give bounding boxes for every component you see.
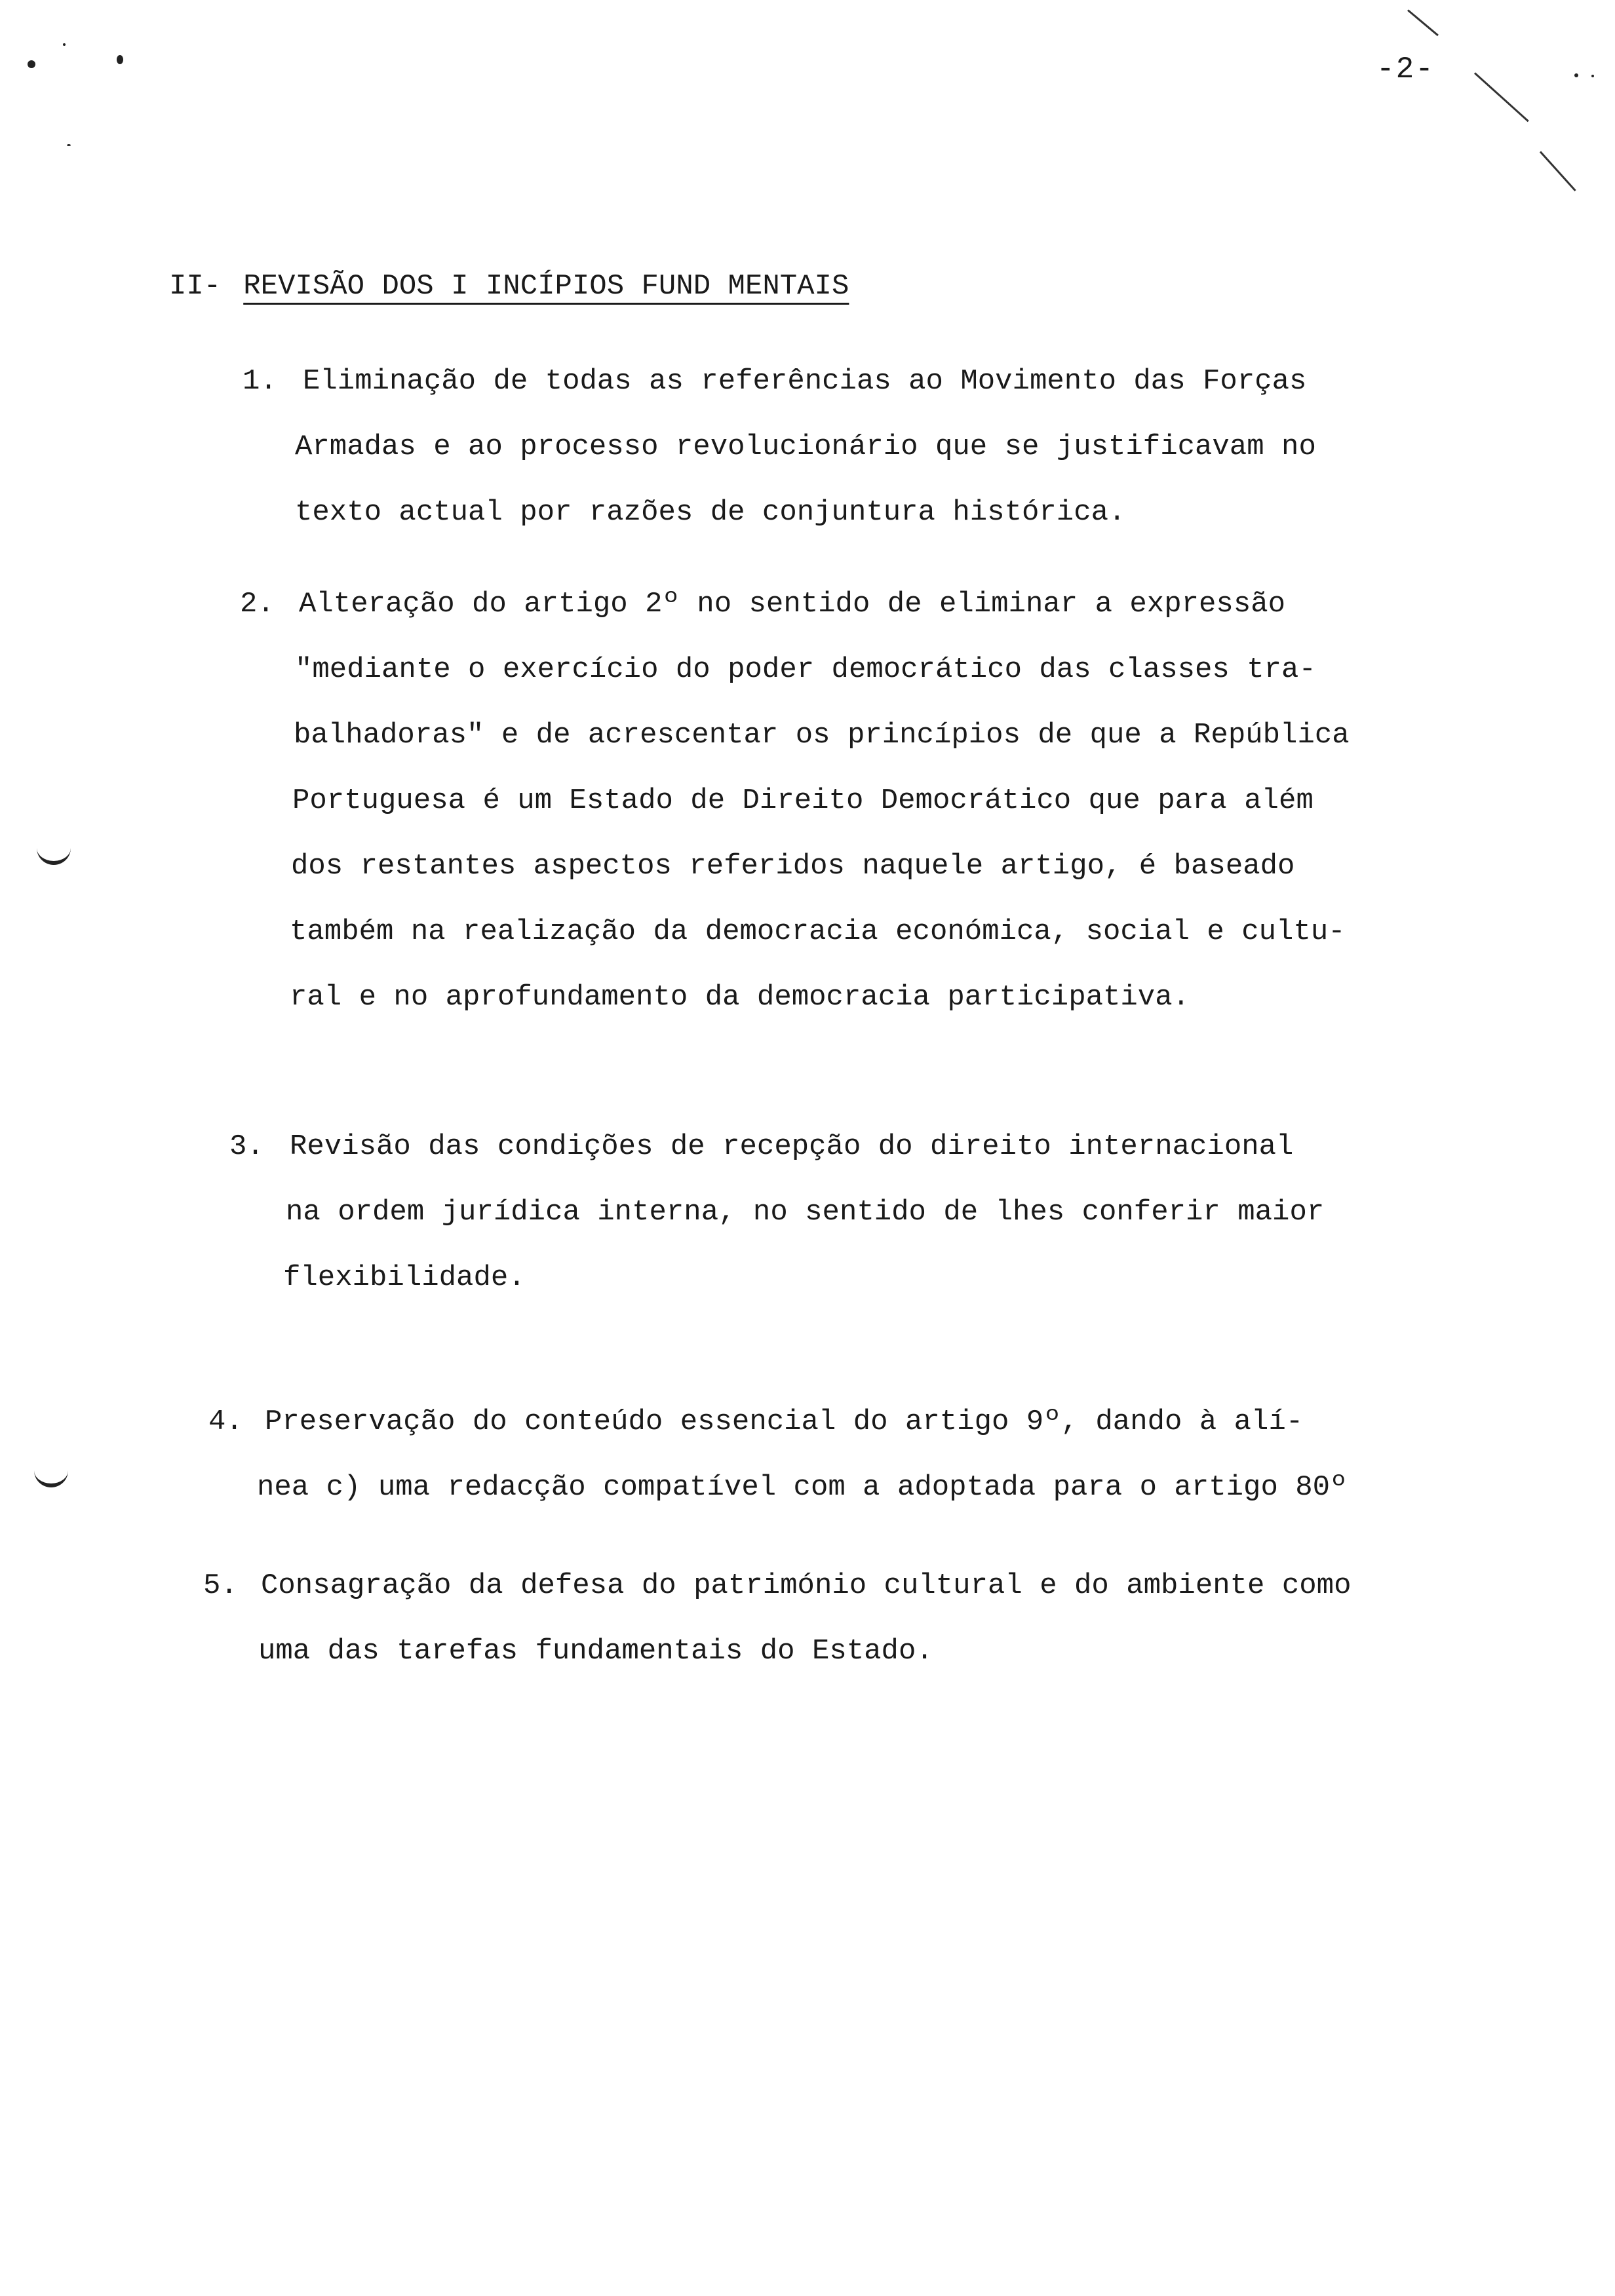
text-line: Alteração do artigo 2º no sentido de eliminar a expressão [299, 588, 1286, 621]
list-item [243, 349, 1508, 545]
scan-stroke [1474, 72, 1529, 122]
binder-hole-mark [37, 847, 71, 865]
list-item-text [229, 1114, 1494, 1311]
section-roman-numeral: II- [169, 270, 222, 303]
text-line: texto actual por razões de conjuntura histórica. [295, 496, 1126, 529]
scan-speck [63, 43, 66, 46]
list-item [240, 571, 1505, 1030]
text-line: nea c) uma redacção compatível com a adoptada para o artigo 80º [257, 1471, 1348, 1504]
scan-speck [1574, 73, 1578, 77]
binder-hole-mark [34, 1469, 68, 1487]
list-item-text [203, 1553, 1468, 1684]
list-item-number: 2. [240, 588, 275, 621]
text-line: balhadoras" e de acrescentar os princípios de que a República [294, 719, 1350, 752]
text-line: Preservação do conteúdo essencial do artigo 9º, dando à alí- [265, 1406, 1304, 1438]
list-item-number: 3. [229, 1130, 264, 1163]
text-line: Portuguesa é um Estado de Direito Democrático que para além [292, 784, 1313, 817]
text-line: Revisão das condições de recepção do direito internacional [290, 1130, 1294, 1163]
scan-stroke [1540, 151, 1576, 191]
text-line: Eliminação de todas as referências ao Movimento das Forças [303, 365, 1307, 398]
list-item-text [208, 1389, 1473, 1520]
text-line: dos restantes aspectos referidos naquele artigo, é baseado [291, 850, 1295, 883]
list-item-number: 4. [208, 1406, 243, 1438]
section-title: REVISÃO DOS I INCÍPIOS FUND MENTAIS [243, 270, 849, 303]
text-line: "mediante o exercício do poder democrático das classes tra- [295, 653, 1316, 686]
text-line: Consagração da defesa do património cultural e do ambiente como [261, 1569, 1352, 1602]
text-line: também na realização da democracia económica, social e cultu- [290, 915, 1346, 948]
scan-speck [28, 60, 35, 68]
text-line: na ordem jurídica interna, no sentido de lhes conferir maior [286, 1196, 1325, 1229]
list-item [203, 1553, 1468, 1684]
text-line: flexibilidade. [283, 1261, 526, 1294]
text-line: ral e no aprofundamento da democracia participativa. [290, 981, 1190, 1014]
list-item [229, 1114, 1494, 1311]
text-line: Armadas e ao processo revolucionário que se justificavam no [295, 430, 1316, 463]
text-line: uma das tarefas fundamentais do Estado. [258, 1635, 933, 1668]
scan-speck [67, 144, 71, 146]
scan-speck [1591, 75, 1594, 77]
section-heading [169, 270, 849, 303]
scan-stroke [1407, 9, 1439, 36]
page-number: -2- [1376, 52, 1435, 86]
list-item-text [240, 571, 1505, 1030]
list-item-number: 1. [243, 365, 277, 398]
list-item [208, 1389, 1473, 1520]
scan-speck [117, 55, 123, 64]
list-item-text [243, 349, 1508, 545]
list-item-number: 5. [203, 1569, 238, 1602]
